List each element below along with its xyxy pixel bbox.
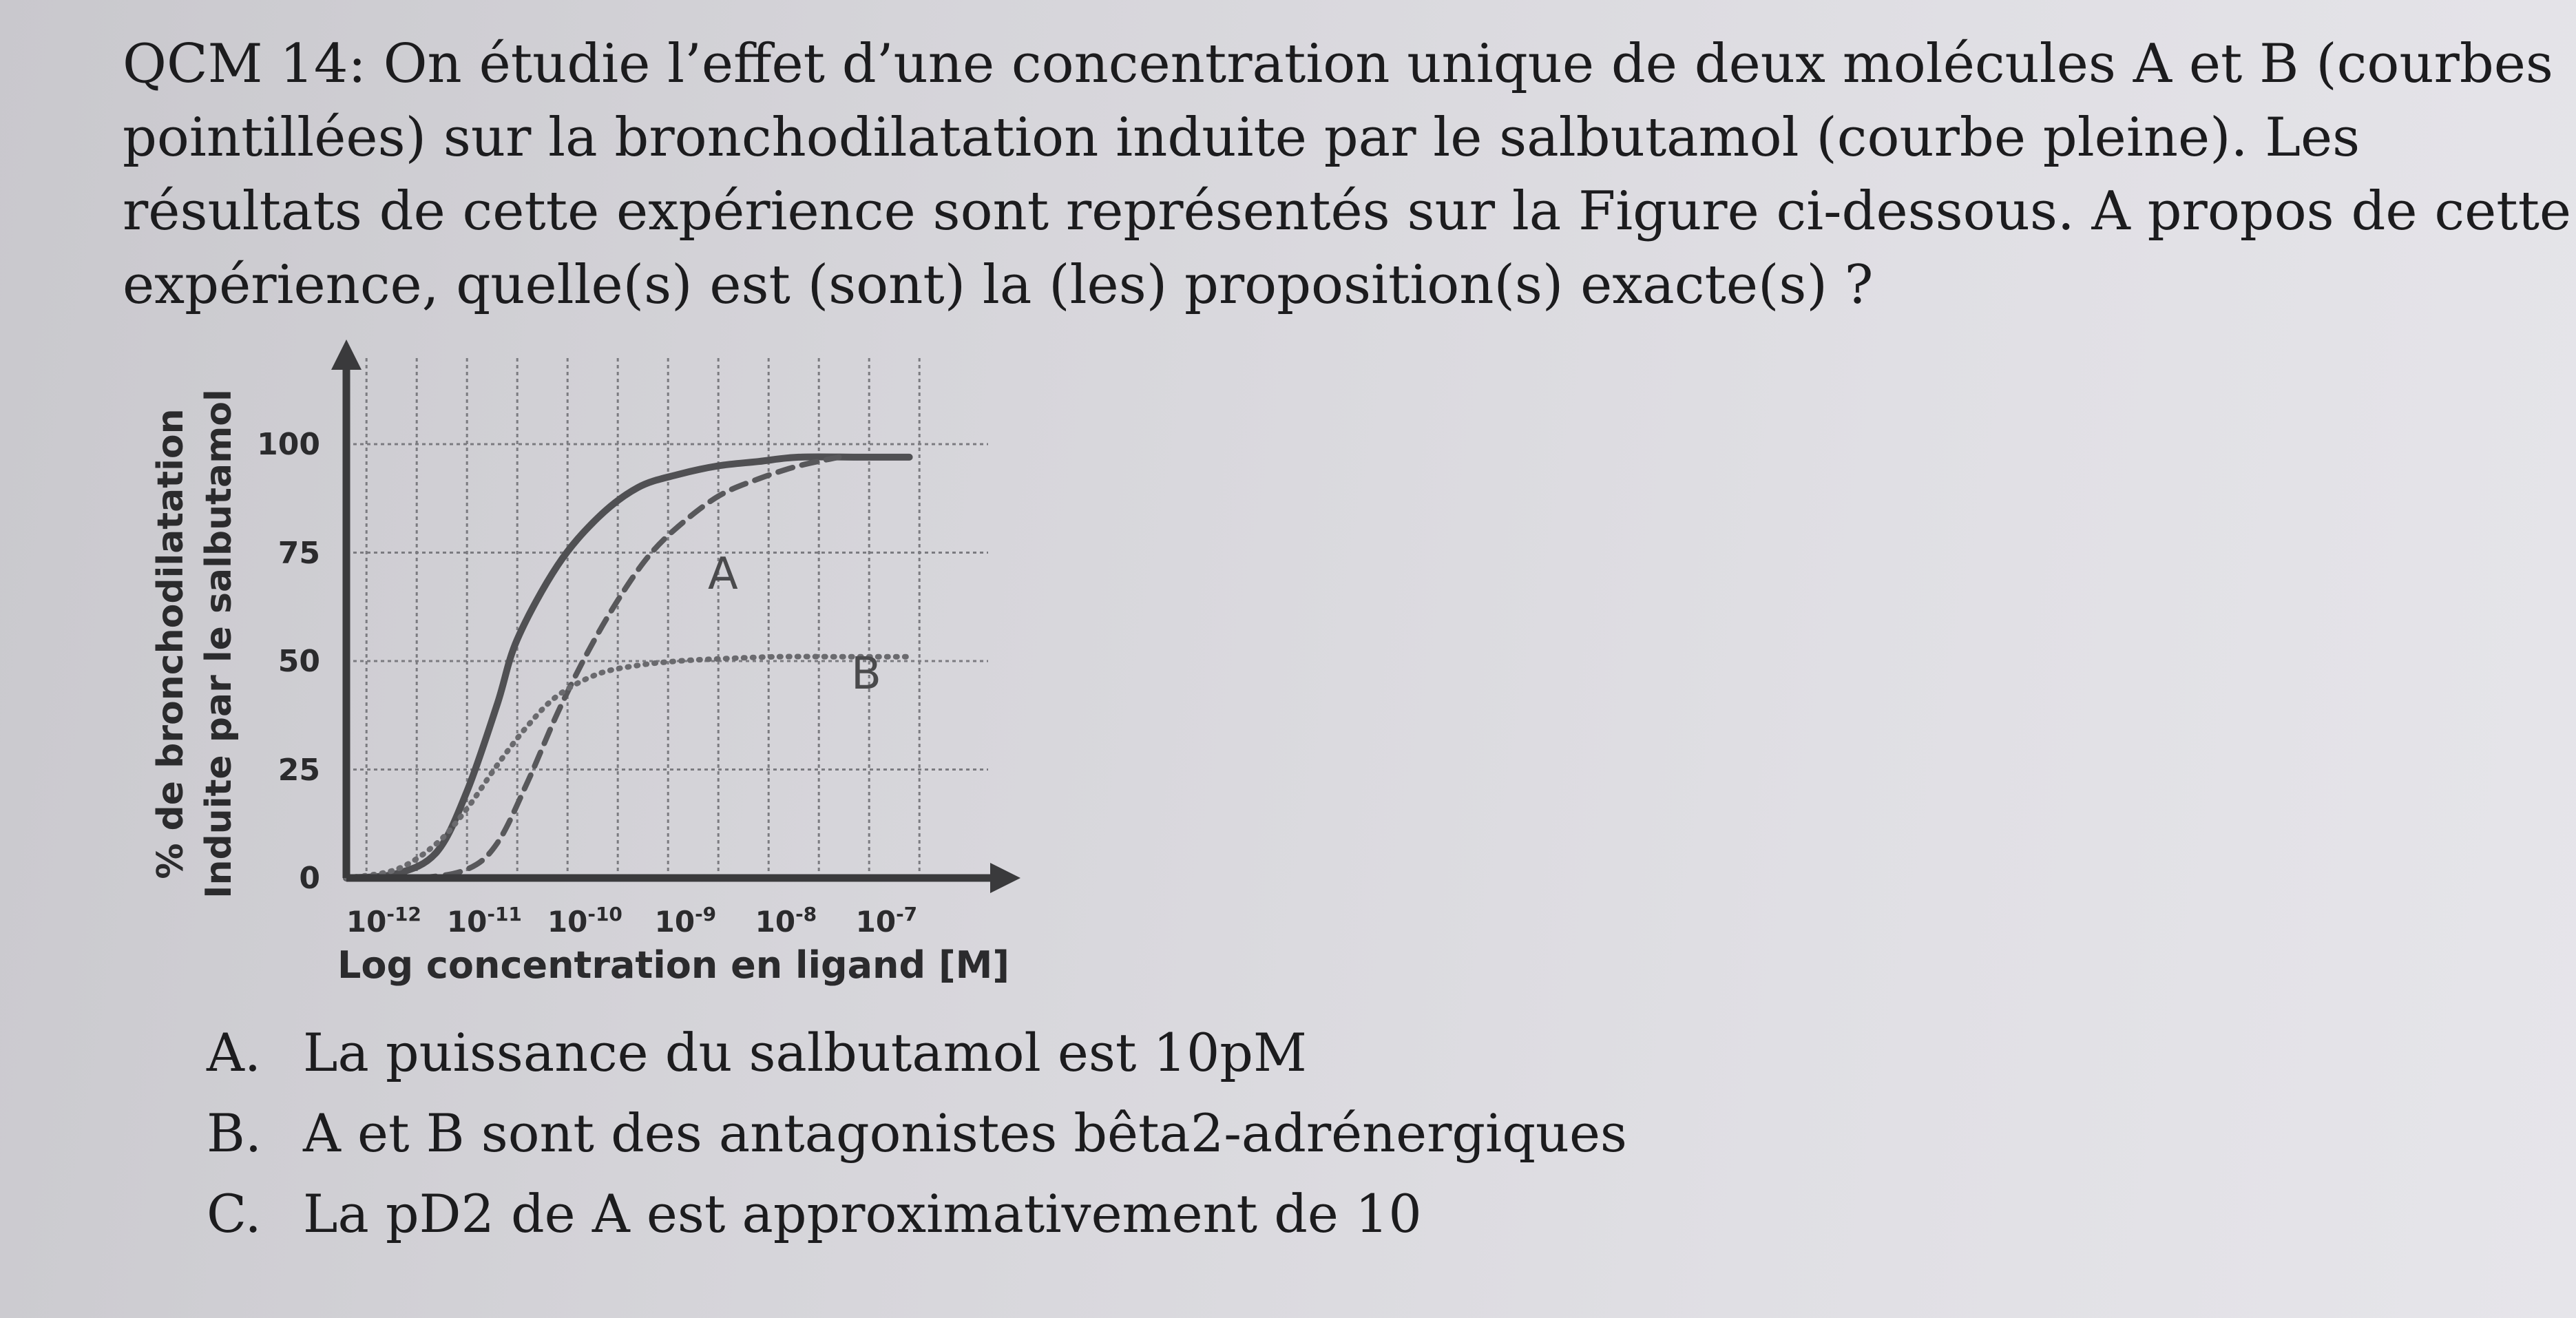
x-tick-label xyxy=(547,903,622,939)
question-line: pointillées) sur la bronchodilatation induite par le salbutamol (courbe pleine). Les xyxy=(123,107,2360,169)
x-tick-label xyxy=(346,903,421,939)
x-tick-base: 10 xyxy=(346,905,387,939)
answer-text: A et B sont des antagonistes bêta2-adrénergiques xyxy=(303,1102,1627,1164)
answer-option-a[interactable] xyxy=(207,1012,1627,1093)
x-tick-base: 10 xyxy=(446,905,488,939)
dose-response-chart xyxy=(138,324,1102,1012)
x-tick-label xyxy=(447,903,522,939)
y-ticks xyxy=(257,427,320,896)
x-tick-base: 10 xyxy=(855,905,897,939)
x-tick-exponent: -8 xyxy=(795,903,817,925)
grid xyxy=(346,358,988,878)
answer-option-b[interactable] xyxy=(207,1093,1627,1173)
x-tick-exponent: -10 xyxy=(587,903,622,925)
annotation-b: B xyxy=(851,649,881,700)
x-tick-base: 10 xyxy=(654,905,695,939)
x-axis-label: Log concentration en ligand [M] xyxy=(337,943,1010,987)
x-tick-exponent: -7 xyxy=(896,903,918,925)
x-tick-label xyxy=(655,903,717,939)
question-line: expérience, quelle(s) est (sont) la (les) proposition(s) exacte(s) ? xyxy=(123,254,1874,316)
question-text xyxy=(123,28,2574,322)
x-tick-exponent: -11 xyxy=(487,903,522,925)
answer-option-c[interactable] xyxy=(207,1173,1627,1254)
answer-list xyxy=(207,1012,1627,1254)
x-tick-label xyxy=(856,903,918,939)
y-tick-label: 100 xyxy=(257,427,320,462)
y-tick-label: 25 xyxy=(278,753,320,788)
answer-text: La pD2 de A est approximativement de 10 xyxy=(303,1183,1422,1244)
answer-text: La puissance du salbutamol est 10pM xyxy=(303,1022,1307,1083)
y-axis-label-line2: Induite par le salbutamol xyxy=(198,389,240,899)
axes xyxy=(346,355,1005,878)
answer-letter: C. xyxy=(207,1183,262,1244)
question-line: résultats de cette expérience sont représentés sur la Figure ci-dessous. A propos de cette xyxy=(123,180,2572,242)
x-tick-label xyxy=(755,903,817,939)
curves xyxy=(346,457,910,879)
y-tick-label: 50 xyxy=(278,644,320,679)
y-tick-label: 0 xyxy=(299,861,320,896)
x-ticks xyxy=(346,903,917,939)
curve-b xyxy=(346,656,910,878)
x-tick-exponent: -12 xyxy=(386,903,421,925)
y-axis-label-line1: % de bronchodilatation xyxy=(150,408,191,879)
x-tick-base: 10 xyxy=(547,905,588,939)
answer-letter: A. xyxy=(207,1022,262,1083)
annotation-a: A xyxy=(708,549,738,600)
question-line: QCM 14: On étudie l’effet d’une concentration unique de deux molécules A et B (courbes xyxy=(123,33,2553,95)
x-tick-exponent: -9 xyxy=(695,903,717,925)
x-tick-base: 10 xyxy=(755,905,796,939)
answer-letter: B. xyxy=(207,1102,262,1164)
y-tick-label: 75 xyxy=(278,536,320,571)
